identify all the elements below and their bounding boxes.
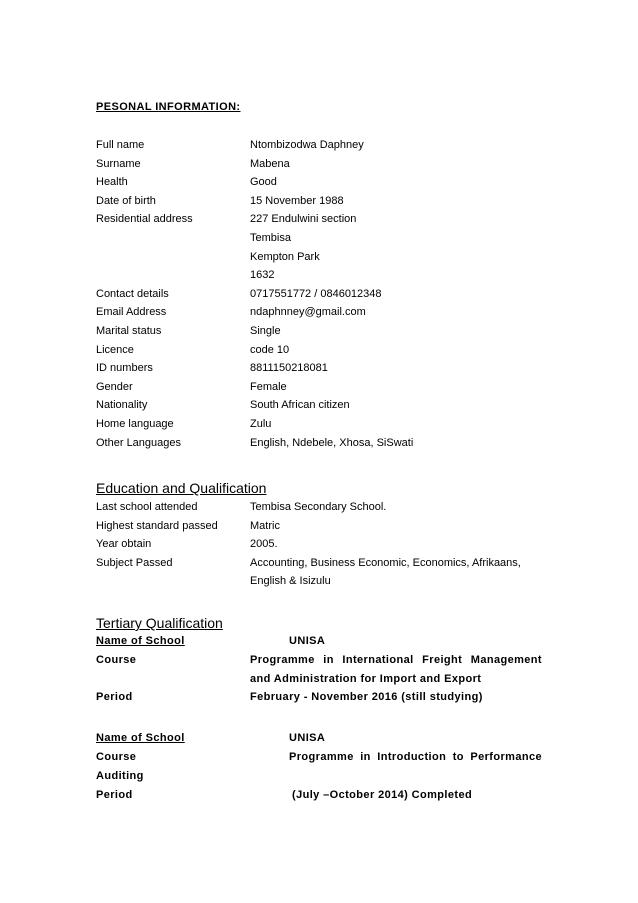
education-row-value: 2005. — [250, 538, 278, 551]
personal-row-value: 0717551772 / 0846012348 — [250, 287, 382, 300]
education-row-label: Last school attended — [96, 501, 198, 513]
personal-row-label: Email Address — [96, 306, 167, 319]
education-row-value: English & Isizulu — [250, 575, 331, 588]
personal-row-label: Contact details — [96, 287, 169, 300]
education-row-label: Year obtain — [96, 538, 152, 551]
personal-row-label: Date of birth — [96, 194, 156, 207]
tertiary-2-course-label: Course — [96, 751, 137, 763]
personal-heading: PESONAL INFORMATION: — [96, 101, 241, 113]
education-heading: Education and Qualification — [96, 480, 267, 496]
tertiary-2-course-line1: Programme in Introduction to Performance — [289, 751, 542, 763]
personal-row-label: Other Languages — [96, 436, 182, 449]
personal-row-label: Home language — [96, 418, 174, 430]
tertiary-1-course-line1: Programme in International Freight Management — [250, 654, 542, 666]
personal-row-label: Residential address — [96, 213, 193, 226]
personal-row-label: Licence — [96, 343, 134, 356]
education-row-value: Accounting, Business Economic, Economics, Afrikaans, — [250, 556, 521, 569]
education-row-label: Highest standard passed — [96, 519, 218, 532]
tertiary-1-course-label: Course — [96, 654, 137, 666]
tertiary-1-period-value: February - November 2016 (still studying) — [250, 691, 483, 703]
tertiary-heading: Tertiary Qualification — [96, 615, 223, 631]
personal-row-value: 227 Endulwini section — [250, 213, 357, 226]
personal-row-value: Tembisa — [250, 232, 291, 244]
tertiary-2-school-value: UNISA — [289, 732, 326, 744]
tertiary-1-school-value: UNISA — [289, 635, 326, 647]
tertiary-2-course-line2: Auditing — [96, 770, 144, 782]
personal-row-value: South African citizen — [250, 399, 350, 412]
personal-row-value: Mabena — [250, 157, 290, 170]
personal-row-value: code 10 — [250, 343, 290, 356]
education-row-value: Matric — [250, 519, 280, 532]
personal-row-value: Zulu — [250, 418, 272, 430]
personal-row-label: Nationality — [96, 399, 148, 412]
personal-row-value: Ntombizodwa Daphney — [250, 139, 364, 151]
education-row-label: Subject Passed — [96, 556, 173, 569]
personal-row-label: Full name — [96, 139, 145, 151]
tertiary-1-period-label: Period — [96, 691, 133, 703]
personal-row-value: 8811150218081 — [250, 362, 328, 375]
tertiary-1-course-line2: and Administration for Import and Export — [250, 673, 482, 685]
personal-row-value: 15 November 1988 — [250, 194, 344, 207]
tertiary-2-school-label: Name of School — [96, 732, 185, 744]
personal-row-value: ndaphnney@gmail.com — [250, 306, 366, 319]
personal-row-value: English, Ndebele, Xhosa, SiSwati — [250, 436, 414, 449]
personal-row-label: Gender — [96, 380, 133, 393]
personal-row-value: Kempton Park — [250, 250, 320, 263]
education-row-value: Tembisa Secondary School. — [250, 501, 387, 513]
personal-row-label: Health — [96, 176, 128, 189]
personal-row-label: ID numbers — [96, 362, 153, 375]
tertiary-2-period-label: Period — [96, 789, 133, 801]
personal-row-label: Marital status — [96, 325, 162, 337]
personal-row-value: 1632 — [250, 269, 275, 282]
tertiary-2-period-value: (July –October 2014) Completed — [292, 789, 473, 801]
personal-row-value: Good — [250, 176, 277, 189]
tertiary-1-school-label: Name of School — [96, 635, 185, 647]
personal-row-label: Surname — [96, 157, 141, 170]
personal-row-value: Single — [250, 325, 281, 337]
personal-row-value: Female — [250, 380, 287, 393]
